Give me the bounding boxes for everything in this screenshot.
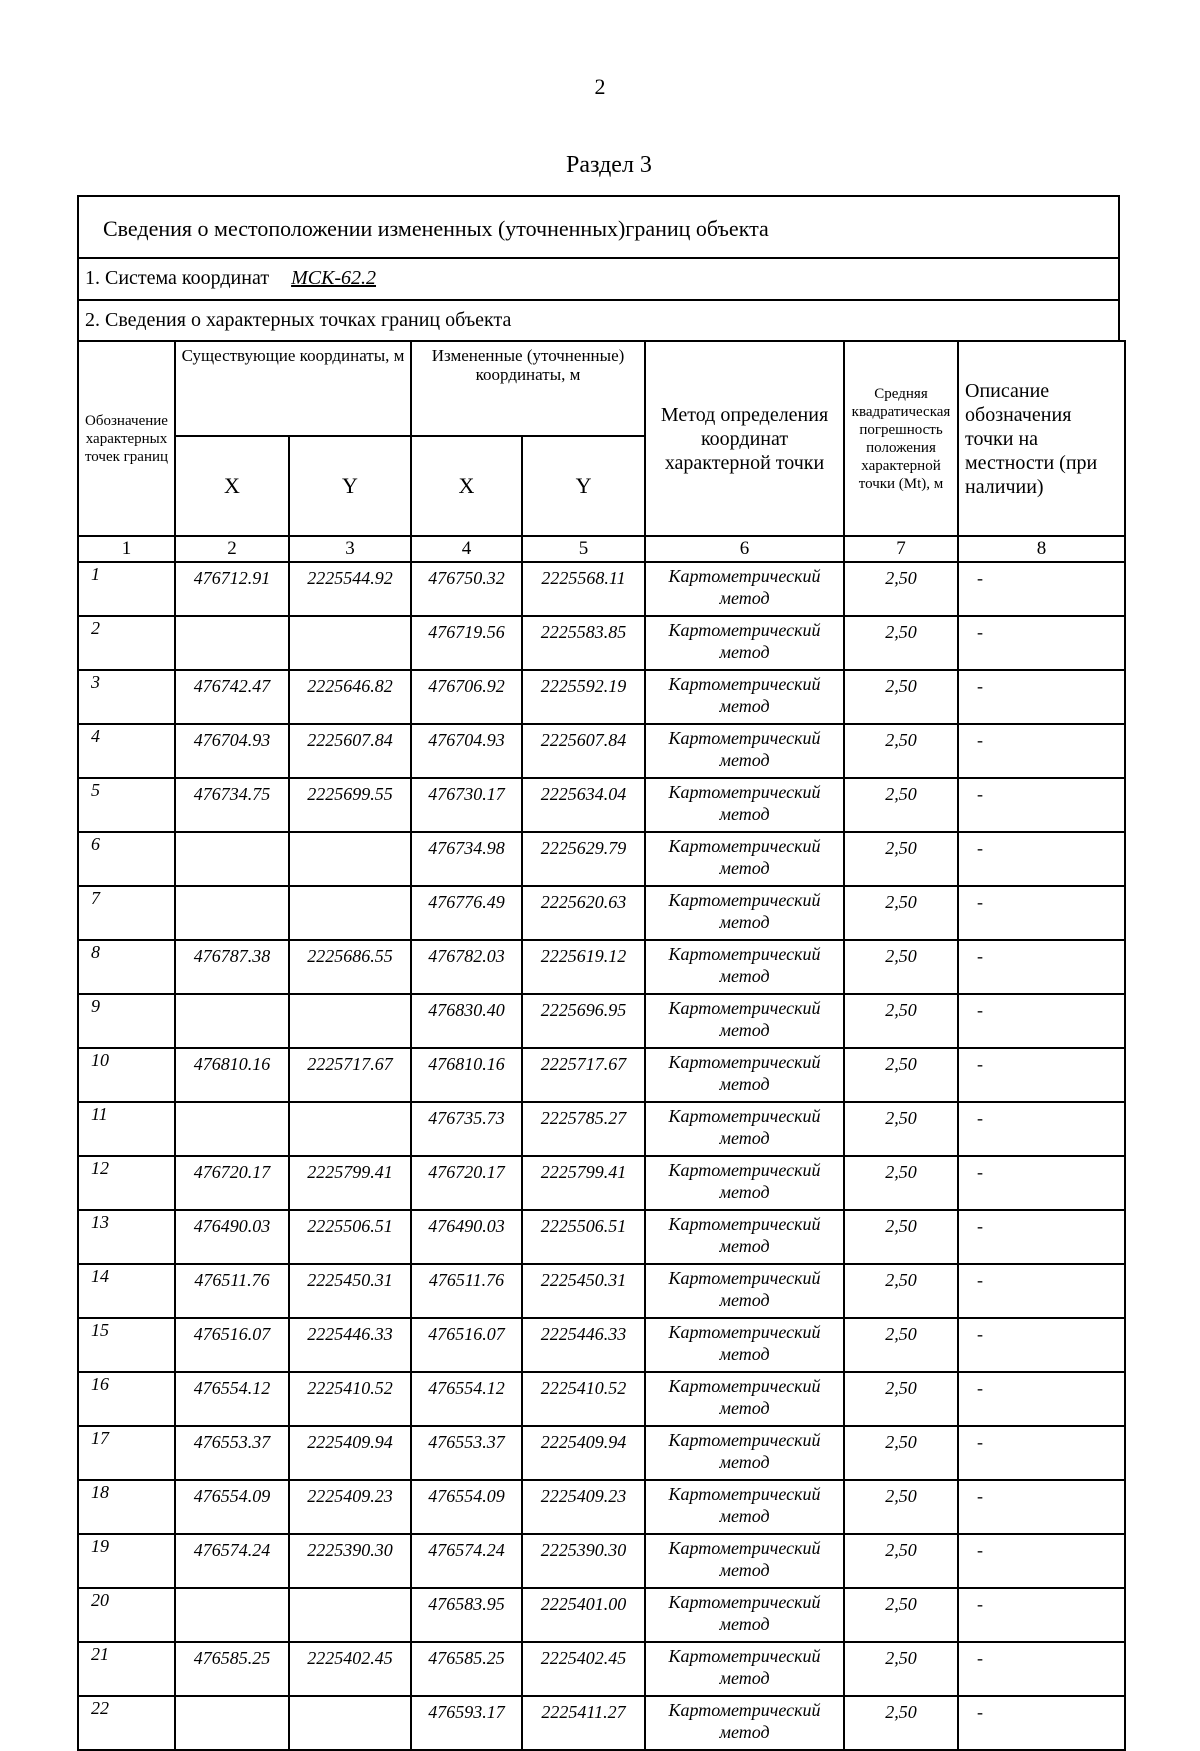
changed-y-cell: 2225446.33 (522, 1318, 645, 1372)
point-id-cell: 17 (78, 1426, 175, 1480)
description-cell: - (958, 994, 1125, 1048)
changed-x-cell: 476553.37 (411, 1426, 522, 1480)
method-cell: Картометрический метод (645, 1642, 844, 1696)
point-id-cell: 8 (78, 940, 175, 994)
point-id-cell: 3 (78, 670, 175, 724)
existing-x-cell (175, 1696, 289, 1750)
changed-y-cell: 2225799.41 (522, 1156, 645, 1210)
description-cell: - (958, 670, 1125, 724)
existing-x-cell: 476734.75 (175, 778, 289, 832)
method-cell: Картометрический метод (645, 562, 844, 616)
changed-x-cell: 476782.03 (411, 940, 522, 994)
description-cell: - (958, 1480, 1125, 1534)
table-row (78, 670, 1125, 724)
description-cell: - (958, 1534, 1125, 1588)
changed-x-cell: 476704.93 (411, 724, 522, 778)
method-cell: Картометрический метод (645, 724, 844, 778)
method-cell: Картометрический метод (645, 886, 844, 940)
table-row (78, 940, 1125, 994)
changed-x-cell: 476730.17 (411, 778, 522, 832)
point-id-cell: 1 (78, 562, 175, 616)
changed-x-cell: 476554.09 (411, 1480, 522, 1534)
block-title: Сведения о местоположении измененных (уточненных)границ объекта (77, 195, 1120, 257)
changed-y-cell: 2225717.67 (522, 1048, 645, 1102)
existing-x-cell (175, 1588, 289, 1642)
points-table (77, 340, 1126, 1751)
changed-x-cell: 476830.40 (411, 994, 522, 1048)
column-number: 1 (78, 536, 175, 562)
description-cell: - (958, 1696, 1125, 1750)
header-changed: Измененные (уточненные) координаты, м (411, 341, 645, 436)
table-row (78, 778, 1125, 832)
changed-y-cell: 2225410.52 (522, 1372, 645, 1426)
changed-y-cell: 2225506.51 (522, 1210, 645, 1264)
changed-x-cell: 476734.98 (411, 832, 522, 886)
page-number: 2 (594, 74, 606, 99)
error-cell: 2,50 (844, 778, 958, 832)
changed-x-cell: 476706.92 (411, 670, 522, 724)
table-row (78, 1372, 1125, 1426)
table-row (78, 994, 1125, 1048)
changed-x-cell: 476776.49 (411, 886, 522, 940)
changed-y-cell: 2225583.85 (522, 616, 645, 670)
method-cell: Картометрический метод (645, 1210, 844, 1264)
changed-x-cell: 476516.07 (411, 1318, 522, 1372)
table-row (78, 886, 1125, 940)
changed-x-cell: 476720.17 (411, 1156, 522, 1210)
table-row (78, 1480, 1125, 1534)
error-cell: 2,50 (844, 724, 958, 778)
description-cell: - (958, 886, 1125, 940)
point-id-cell: 9 (78, 994, 175, 1048)
changed-y-cell: 2225592.19 (522, 670, 645, 724)
changed-x-cell: 476810.16 (411, 1048, 522, 1102)
table-row (78, 724, 1125, 778)
existing-x-cell (175, 832, 289, 886)
description-cell: - (958, 778, 1125, 832)
error-cell: 2,50 (844, 1696, 958, 1750)
error-cell: 2,50 (844, 1372, 958, 1426)
points-title: 2. Сведения о характерных точках границ объекта (77, 299, 1120, 341)
point-id-cell: 18 (78, 1480, 175, 1534)
error-cell: 2,50 (844, 1642, 958, 1696)
table-row (78, 1696, 1125, 1750)
changed-x-cell: 476583.95 (411, 1588, 522, 1642)
description-cell: - (958, 1102, 1125, 1156)
existing-y-cell: 2225544.92 (289, 562, 411, 616)
error-cell: 2,50 (844, 1426, 958, 1480)
point-id-cell: 20 (78, 1588, 175, 1642)
changed-y-cell: 2225634.04 (522, 778, 645, 832)
changed-y-cell: 2225629.79 (522, 832, 645, 886)
description-cell: - (958, 616, 1125, 670)
method-cell: Картометрический метод (645, 1588, 844, 1642)
header-description: Описание обозначения точки на местности (при наличии) (958, 341, 1125, 536)
coord-system-label: 1. Система координат (85, 267, 270, 289)
existing-x-cell: 476516.07 (175, 1318, 289, 1372)
changed-x-cell: 476750.32 (411, 562, 522, 616)
existing-y-cell: 2225450.31 (289, 1264, 411, 1318)
method-cell: Картометрический метод (645, 1696, 844, 1750)
point-id-cell: 21 (78, 1642, 175, 1696)
existing-y-cell (289, 1588, 411, 1642)
changed-y-cell: 2225568.11 (522, 562, 645, 616)
error-cell: 2,50 (844, 1318, 958, 1372)
coord-system-value: МСК-62.2 (291, 267, 377, 289)
column-number: 4 (411, 536, 522, 562)
header-changed-x: X (411, 436, 522, 536)
method-cell: Картометрический метод (645, 1264, 844, 1318)
header-existing-y: Y (289, 436, 411, 536)
error-cell: 2,50 (844, 1156, 958, 1210)
existing-y-cell (289, 1102, 411, 1156)
changed-y-cell: 2225696.95 (522, 994, 645, 1048)
existing-x-cell (175, 1102, 289, 1156)
description-cell: - (958, 724, 1125, 778)
column-number: 8 (958, 536, 1125, 562)
error-cell: 2,50 (844, 994, 958, 1048)
changed-x-cell: 476490.03 (411, 1210, 522, 1264)
existing-x-cell: 476585.25 (175, 1642, 289, 1696)
header-designation: Обозначение характерных точек границ (78, 341, 175, 536)
table-row (78, 1048, 1125, 1102)
existing-x-cell: 476742.47 (175, 670, 289, 724)
existing-x-cell: 476712.91 (175, 562, 289, 616)
changed-x-cell: 476719.56 (411, 616, 522, 670)
column-number: 2 (175, 536, 289, 562)
changed-y-cell: 2225402.45 (522, 1642, 645, 1696)
section-title: Раздел 3 (566, 152, 652, 178)
table-row (78, 1318, 1125, 1372)
table-row (78, 1210, 1125, 1264)
description-cell: - (958, 1426, 1125, 1480)
existing-y-cell: 2225506.51 (289, 1210, 411, 1264)
changed-x-cell: 476735.73 (411, 1102, 522, 1156)
description-cell: - (958, 1372, 1125, 1426)
method-cell: Картометрический метод (645, 1318, 844, 1372)
method-cell: Картометрический метод (645, 1426, 844, 1480)
table-row (78, 1426, 1125, 1480)
existing-y-cell: 2225409.23 (289, 1480, 411, 1534)
column-number: 6 (645, 536, 844, 562)
description-cell: - (958, 1642, 1125, 1696)
changed-x-cell: 476574.24 (411, 1534, 522, 1588)
column-number: 7 (844, 536, 958, 562)
existing-y-cell: 2225446.33 (289, 1318, 411, 1372)
existing-y-cell: 2225607.84 (289, 724, 411, 778)
existing-y-cell: 2225390.30 (289, 1534, 411, 1588)
existing-y-cell: 2225646.82 (289, 670, 411, 724)
header-changed-y: Y (522, 436, 645, 536)
header-existing: Существующие координаты, м (175, 341, 411, 436)
point-id-cell: 22 (78, 1696, 175, 1750)
method-cell: Картометрический метод (645, 670, 844, 724)
description-cell: - (958, 1156, 1125, 1210)
existing-x-cell: 476574.24 (175, 1534, 289, 1588)
method-cell: Картометрический метод (645, 1156, 844, 1210)
table-body (78, 562, 1125, 1750)
changed-y-cell: 2225607.84 (522, 724, 645, 778)
point-id-cell: 7 (78, 886, 175, 940)
changed-x-cell: 476511.76 (411, 1264, 522, 1318)
method-cell: Картометрический метод (645, 1372, 844, 1426)
existing-y-cell: 2225699.55 (289, 778, 411, 832)
existing-y-cell (289, 886, 411, 940)
changed-y-cell: 2225785.27 (522, 1102, 645, 1156)
description-cell: - (958, 940, 1125, 994)
changed-y-cell: 2225450.31 (522, 1264, 645, 1318)
coord-system-row (77, 257, 1120, 299)
header-method: Метод определения координат характерной точки (645, 341, 844, 536)
existing-y-cell (289, 1696, 411, 1750)
description-cell: - (958, 1318, 1125, 1372)
description-cell: - (958, 1588, 1125, 1642)
method-cell: Картометрический метод (645, 616, 844, 670)
existing-y-cell (289, 994, 411, 1048)
error-cell: 2,50 (844, 832, 958, 886)
existing-x-cell: 476490.03 (175, 1210, 289, 1264)
existing-x-cell: 476720.17 (175, 1156, 289, 1210)
method-cell: Картометрический метод (645, 940, 844, 994)
table-row (78, 1642, 1125, 1696)
error-cell: 2,50 (844, 562, 958, 616)
column-number: 5 (522, 536, 645, 562)
existing-y-cell: 2225799.41 (289, 1156, 411, 1210)
method-cell: Картометрический метод (645, 1102, 844, 1156)
changed-y-cell: 2225619.12 (522, 940, 645, 994)
point-id-cell: 11 (78, 1102, 175, 1156)
point-id-cell: 16 (78, 1372, 175, 1426)
point-id-cell: 13 (78, 1210, 175, 1264)
error-cell: 2,50 (844, 1588, 958, 1642)
description-cell: - (958, 1210, 1125, 1264)
existing-x-cell: 476787.38 (175, 940, 289, 994)
error-cell: 2,50 (844, 1264, 958, 1318)
error-cell: 2,50 (844, 1480, 958, 1534)
existing-x-cell: 476511.76 (175, 1264, 289, 1318)
existing-y-cell: 2225717.67 (289, 1048, 411, 1102)
header-error: Средняя квадратическая погрешность положения характерной точки (Mt), м (844, 341, 958, 536)
error-cell: 2,50 (844, 670, 958, 724)
changed-y-cell: 2225411.27 (522, 1696, 645, 1750)
table-row (78, 562, 1125, 616)
method-cell: Картометрический метод (645, 1048, 844, 1102)
existing-y-cell (289, 832, 411, 886)
table-row (78, 1102, 1125, 1156)
point-id-cell: 6 (78, 832, 175, 886)
point-id-cell: 4 (78, 724, 175, 778)
changed-y-cell: 2225620.63 (522, 886, 645, 940)
changed-y-cell: 2225409.23 (522, 1480, 645, 1534)
table-row (78, 1534, 1125, 1588)
existing-x-cell: 476810.16 (175, 1048, 289, 1102)
column-numbers-row (78, 536, 1125, 562)
point-id-cell: 2 (78, 616, 175, 670)
point-id-cell: 10 (78, 1048, 175, 1102)
point-id-cell: 15 (78, 1318, 175, 1372)
column-number: 3 (289, 536, 411, 562)
method-cell: Картометрический метод (645, 994, 844, 1048)
point-id-cell: 12 (78, 1156, 175, 1210)
existing-x-cell (175, 886, 289, 940)
changed-y-cell: 2225409.94 (522, 1426, 645, 1480)
error-cell: 2,50 (844, 616, 958, 670)
changed-y-cell: 2225390.30 (522, 1534, 645, 1588)
table-row (78, 1156, 1125, 1210)
point-id-cell: 14 (78, 1264, 175, 1318)
changed-x-cell: 476585.25 (411, 1642, 522, 1696)
point-id-cell: 19 (78, 1534, 175, 1588)
description-cell: - (958, 832, 1125, 886)
method-cell: Картометрический метод (645, 832, 844, 886)
description-cell: - (958, 562, 1125, 616)
error-cell: 2,50 (844, 886, 958, 940)
existing-y-cell: 2225409.94 (289, 1426, 411, 1480)
description-cell: - (958, 1264, 1125, 1318)
existing-x-cell: 476704.93 (175, 724, 289, 778)
table-row (78, 616, 1125, 670)
method-cell: Картометрический метод (645, 1480, 844, 1534)
description-cell: - (958, 1048, 1125, 1102)
method-cell: Картометрический метод (645, 1534, 844, 1588)
existing-y-cell: 2225686.55 (289, 940, 411, 994)
method-cell: Картометрический метод (645, 778, 844, 832)
error-cell: 2,50 (844, 1102, 958, 1156)
changed-y-cell: 2225401.00 (522, 1588, 645, 1642)
existing-x-cell (175, 994, 289, 1048)
existing-y-cell: 2225410.52 (289, 1372, 411, 1426)
table-row (78, 1264, 1125, 1318)
error-cell: 2,50 (844, 940, 958, 994)
error-cell: 2,50 (844, 1210, 958, 1264)
existing-x-cell: 476554.12 (175, 1372, 289, 1426)
table-row (78, 1588, 1125, 1642)
existing-x-cell: 476553.37 (175, 1426, 289, 1480)
changed-x-cell: 476593.17 (411, 1696, 522, 1750)
header-existing-x: X (175, 436, 289, 536)
table-row (78, 832, 1125, 886)
error-cell: 2,50 (844, 1534, 958, 1588)
existing-x-cell (175, 616, 289, 670)
existing-y-cell: 2225402.45 (289, 1642, 411, 1696)
existing-y-cell (289, 616, 411, 670)
existing-x-cell: 476554.09 (175, 1480, 289, 1534)
changed-x-cell: 476554.12 (411, 1372, 522, 1426)
point-id-cell: 5 (78, 778, 175, 832)
error-cell: 2,50 (844, 1048, 958, 1102)
